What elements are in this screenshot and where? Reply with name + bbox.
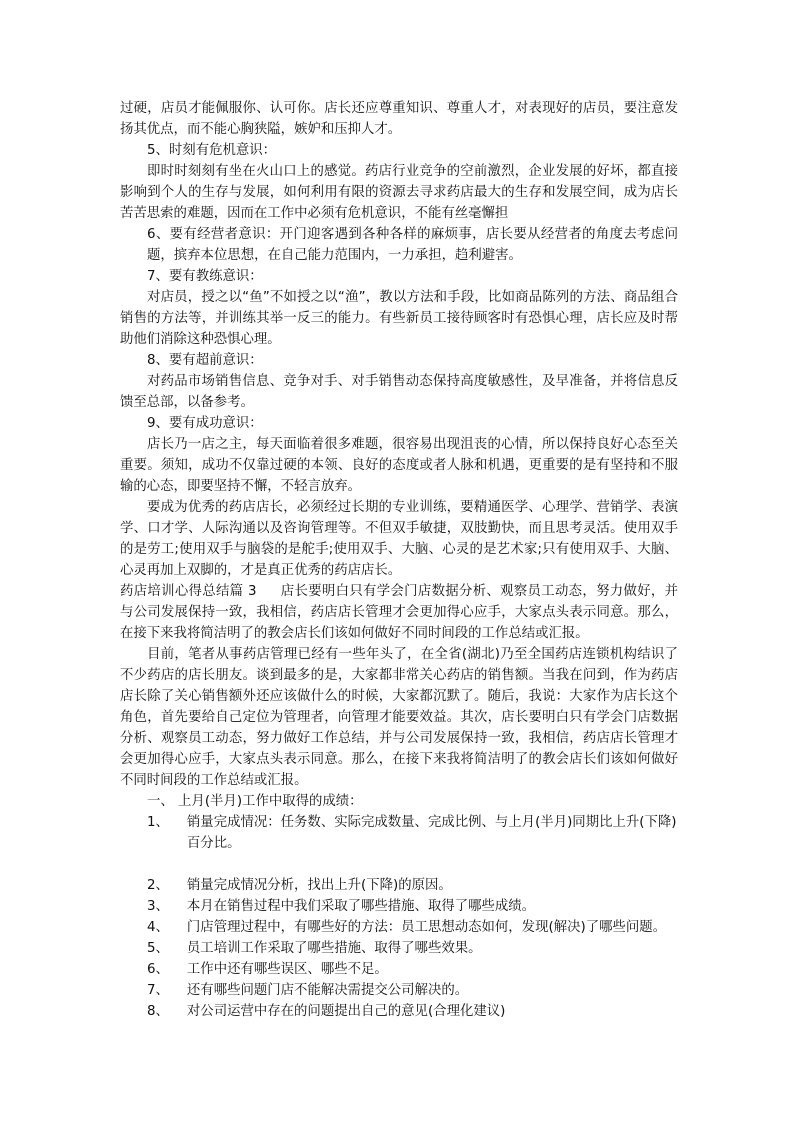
list-number: 1、 [147, 815, 169, 830]
paragraph [120, 581, 678, 644]
list-number: 8、 [147, 1004, 169, 1019]
section-title: 药店培训心得总结篇 3 [120, 584, 257, 599]
list-item [120, 812, 678, 854]
section-heading: 5、时刻有危机意识： [147, 143, 277, 158]
list-text: 销量完成情况：任务数、实际完成数量、完成比例、与上月(半月)同期比上升(下降)百分比。 [186, 815, 677, 851]
paragraph: 目前，笔者从事药店管理已经有一些年头了，在全省(湖北)乃至全国药店连锁机构结识了不少药店的店长朋友。谈到最多的是，大家都非常关心药店的销售额。当我在问到，作为药店店长除了关心销售额外还应该做什么的时候，大家都沉默了。随后，我说：大家作为店长这个角色，首先要给自己定位为管理者，向管理才能要效益。其次，店长要明白只有学会门店数据分析、观察员工动态，努力做好工作总结，并与公司发展保持一致，我相信，药店店长管理才会更加得心应手，大家点头表示同意。那么，在接下来我将简洁明了的教会店长们该如何做好不同时间段的工作总结或汇报。 [120, 647, 678, 788]
document-page [120, 98, 678, 1022]
list-text: 员工培训工作采取了哪些措施、取得了哪些效果。 [186, 941, 482, 956]
list-item [120, 875, 678, 896]
spacer [120, 854, 678, 875]
list-number: 4、 [147, 920, 169, 935]
list-item [120, 896, 678, 917]
list-item [120, 938, 678, 959]
paragraph: 店长乃一店之主，每天面临着很多难题，很容易出现沮丧的心情，所以保持良好心态至关重要。须知，成功不仅靠过硬的本领、良好的态度或者人脉和机遇，更重要的是有坚持和不服输的心态，即要坚持不懈，不轻言放弃。 [120, 437, 678, 494]
list-number: 3、 [147, 899, 169, 914]
list-text: 工作中还有哪些误区、哪些不足。 [186, 962, 388, 977]
paragraph-text: 店长要明白只有学会门店数据分析、观察员工动态，努力做好，并与公司发展保持一致，我相信，药店店长管理才会更加得心应手，大家点头表示同意。那么，在接下来我将简洁明了的教会店长们该如何做好不同时间段的工作总结或汇报。 [120, 584, 678, 641]
paragraph: 过硬，店员才能佩服你、认可你。店长还应尊重知识、尊重人才，对表现好的店员，要注意发扬其优点，而不能心胸狭隘，嫉妒和压抑人才。 [120, 101, 678, 137]
list-item [120, 1001, 678, 1022]
list-number: 6、 [147, 962, 169, 977]
list-item [120, 980, 678, 1001]
list-item [120, 959, 678, 980]
paragraph: 即时时刻刻有坐在火山口上的感觉。药店行业竞争的空前激烈，企业发展的好坏，都直接影响到个人的生存与发展，如何利用有限的资源去寻求药店最大的生存和发展空间，成为店长苦苦思索的难题，因而在工作中必须有危机意识，不能有丝毫懈担 [120, 164, 678, 221]
list-item [120, 917, 678, 938]
list-text: 本月在销售过程中我们采取了哪些措施、取得了哪些成绩。 [186, 899, 536, 914]
list-text: 门店管理过程中，有哪些好的方法：员工思想动态如何，发现(解决)了哪些问题。 [186, 920, 667, 935]
paragraph: 要成为优秀的药店店长，必须经过长期的专业训练，要精通医学、心理学、营销学、表演学、口才学、人际沟通以及咨询管理等。不但双手敏捷，双肢勤快，而且思考灵活。使用双手的是劳工;使用双手与脑袋的是舵手;使用双手、大脑、心灵的是艺术家;只有使用双手、大脑、心灵再加上双脚的，才是真正优秀的药店店长。 [120, 500, 678, 578]
list-text: 销量完成情况分析，找出上升(下降)的原因。 [186, 878, 452, 893]
paragraph: 对店员，授之以“鱼”不如授之以“渔”，教以方法和手段，比如商品陈列的方法、商品组合销售的方法等，并训练其举一反三的能力。有些新员工接待顾客时有恐惧心理，店长应及时帮助他们消除这种恐惧心理。 [120, 290, 678, 347]
list-number: 5、 [147, 941, 169, 956]
list-number: 7、 [147, 983, 169, 998]
list-text: 还有哪些问题门店不能解决需提交公司解决的。 [186, 983, 469, 998]
section-heading: 9、要有成功意识： [147, 416, 263, 431]
section-heading: 7、要有教练意识： [147, 269, 263, 284]
list-number: 2、 [147, 878, 169, 893]
section-heading: 一、 上月(半月)工作中取得的成绩： [147, 794, 363, 809]
section-heading: 6、要有经营者意识：开门迎客遇到各种各样的麻烦事，店长要从经营者的角度去考虑问题，摈弃本位思想，在自己能力范围内，一力承担，趋利避害。 [147, 227, 678, 263]
list-text: 对公司运营中存在的问题提出自己的意见(合理化建议) [186, 1004, 506, 1019]
paragraph: 对药品市场销售信息、竞争对手、对手销售动态保持高度敏感性，及早准备，并将信息反馈至总部，以备参考。 [120, 374, 678, 410]
section-heading: 8、要有超前意识： [147, 353, 263, 368]
